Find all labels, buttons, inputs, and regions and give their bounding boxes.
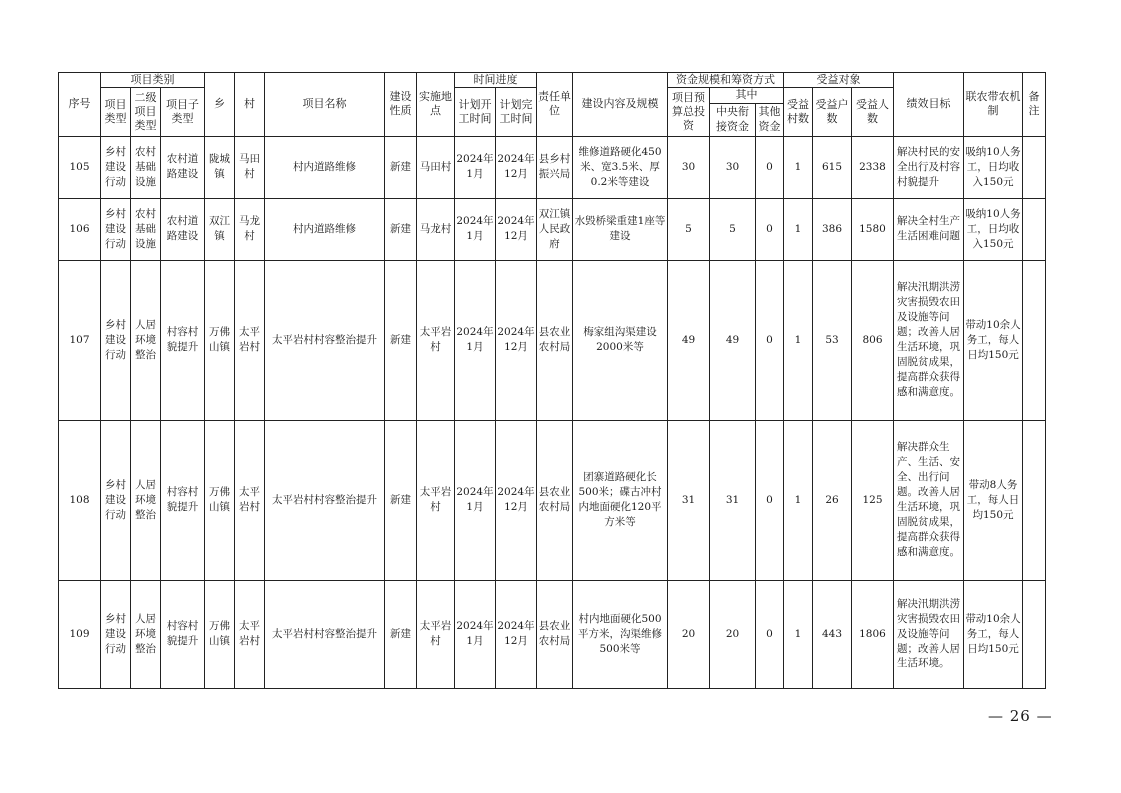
header-funding: 资金规模和筹资方式 — [668, 73, 784, 88]
content-cell: 梅家组沟渠建设2000米等 — [573, 260, 668, 420]
b-people-cell: 1580 — [852, 198, 894, 260]
table-row — [59, 136, 1046, 198]
total-cell: 31 — [668, 420, 710, 580]
b-people-cell: 2338 — [852, 136, 894, 198]
header-mechanism: 联农带农机制 — [964, 73, 1023, 137]
header-village: 村 — [235, 73, 265, 137]
sub-type-cell: 村容村貌提升 — [161, 260, 205, 420]
content-cell: 团寨道路硬化长500米；碟古冲村内地面硬化120平方米等 — [573, 420, 668, 580]
remark-cell — [1023, 260, 1046, 420]
unit-cell: 双江镇人民政府 — [537, 198, 573, 260]
b-villages-cell: 1 — [784, 136, 813, 198]
project-name-cell: 太平岩村村容整治提升 — [265, 580, 385, 688]
other-cell: 0 — [756, 420, 784, 580]
central-cell: 5 — [710, 198, 756, 260]
plan-end-cell: 2024年12月 — [496, 580, 537, 688]
township-cell: 万佛山镇 — [205, 260, 235, 420]
content-cell: 水毁桥梁重建1座等建设 — [573, 198, 668, 260]
village-cell: 马田村 — [235, 136, 265, 198]
location-cell: 太平岩村 — [417, 420, 455, 580]
remark-cell — [1023, 136, 1046, 198]
table-row — [59, 260, 1046, 420]
level2-cell: 农村基础设施 — [131, 136, 161, 198]
project-name-cell: 太平岩村村容整治提升 — [265, 260, 385, 420]
location-cell: 马田村 — [417, 136, 455, 198]
header-remark: 备注 — [1023, 73, 1046, 137]
b-households-cell: 615 — [813, 136, 852, 198]
plan-start-cell: 2024年1月 — [455, 580, 496, 688]
header-beneficiary: 受益对象 — [784, 73, 894, 88]
total-cell: 5 — [668, 198, 710, 260]
b-people-cell: 1806 — [852, 580, 894, 688]
goal-cell: 解决群众生产、生活、安全、出行问题。改善人居生活环境，巩固脱贫成果，提高群众获得感和满意度。 — [894, 420, 964, 580]
plan-end-cell: 2024年12月 — [496, 420, 537, 580]
central-cell: 31 — [710, 420, 756, 580]
plan-start-cell: 2024年1月 — [455, 260, 496, 420]
header-b-people: 受益人数 — [852, 88, 894, 136]
remark-cell — [1023, 580, 1046, 688]
sub-type-cell: 农村道路建设 — [161, 136, 205, 198]
seq-cell: 107 — [59, 260, 101, 420]
header-other: 其他资金 — [756, 103, 784, 136]
mechanism-cell: 带动10余人务工，每人日均150元 — [964, 580, 1023, 688]
header-of-which: 其中 — [710, 88, 784, 103]
header-location: 实施地点 — [417, 73, 455, 137]
nature-cell: 新建 — [385, 420, 417, 580]
project-table-sheet — [58, 72, 1046, 689]
other-cell: 0 — [756, 260, 784, 420]
other-cell: 0 — [756, 198, 784, 260]
header-proj-type: 项目类型 — [101, 88, 131, 136]
header-township: 乡 — [205, 73, 235, 137]
table-body — [59, 136, 1046, 688]
b-households-cell: 53 — [813, 260, 852, 420]
header-level2-type: 二级项目类型 — [131, 88, 161, 136]
unit-cell: 县乡村振兴局 — [537, 136, 573, 198]
header-goal: 绩效目标 — [894, 73, 964, 137]
page-number: — 26 — — [988, 707, 1053, 725]
header-project-name: 项目名称 — [265, 73, 385, 137]
b-people-cell: 806 — [852, 260, 894, 420]
header-nature: 建设性质 — [385, 73, 417, 137]
goal-cell: 解决村民的安全出行及村容村貌提升 — [894, 136, 964, 198]
total-cell: 30 — [668, 136, 710, 198]
b-villages-cell: 1 — [784, 260, 813, 420]
b-villages-cell: 1 — [784, 420, 813, 580]
table-row — [59, 198, 1046, 260]
header-b-households: 受益户数 — [813, 88, 852, 136]
header-central: 中央衔接资金 — [710, 103, 756, 136]
project-name-cell: 村内道路维修 — [265, 136, 385, 198]
township-cell: 万佛山镇 — [205, 420, 235, 580]
plan-end-cell: 2024年12月 — [496, 260, 537, 420]
header-seq: 序号 — [59, 73, 101, 137]
nature-cell: 新建 — [385, 136, 417, 198]
b-villages-cell: 1 — [784, 580, 813, 688]
nature-cell: 新建 — [385, 580, 417, 688]
project-table — [58, 72, 1046, 689]
level2-cell: 人居环境整治 — [131, 260, 161, 420]
mechanism-cell: 带动10余人务工，每人日均150元 — [964, 260, 1023, 420]
plan-start-cell: 2024年1月 — [455, 136, 496, 198]
remark-cell — [1023, 198, 1046, 260]
plan-start-cell: 2024年1月 — [455, 420, 496, 580]
level2-cell: 人居环境整治 — [131, 580, 161, 688]
other-cell: 0 — [756, 136, 784, 198]
remark-cell — [1023, 420, 1046, 580]
header-b-villages: 受益村数 — [784, 88, 813, 136]
header-plan-end: 计划完工时间 — [496, 88, 537, 136]
village-cell: 马龙村 — [235, 198, 265, 260]
township-cell: 双江镇 — [205, 198, 235, 260]
b-villages-cell: 1 — [784, 198, 813, 260]
header-unit: 责任单位 — [537, 73, 573, 137]
sub-type-cell: 农村道路建设 — [161, 198, 205, 260]
plan-end-cell: 2024年12月 — [496, 136, 537, 198]
mechanism-cell: 带动8人务工，每人日均150元 — [964, 420, 1023, 580]
sub-type-cell: 村容村貌提升 — [161, 580, 205, 688]
plan-end-cell: 2024年12月 — [496, 198, 537, 260]
proj-type-cell: 乡村建设行动 — [101, 420, 131, 580]
level2-cell: 人居环境整治 — [131, 420, 161, 580]
b-households-cell: 386 — [813, 198, 852, 260]
goal-cell: 解决全村生产生活困难问题 — [894, 198, 964, 260]
location-cell: 太平岩村 — [417, 260, 455, 420]
proj-type-cell: 乡村建设行动 — [101, 136, 131, 198]
b-households-cell: 26 — [813, 420, 852, 580]
level2-cell: 农村基础设施 — [131, 198, 161, 260]
header-category: 项目类别 — [101, 73, 205, 88]
total-cell: 49 — [668, 260, 710, 420]
total-cell: 20 — [668, 580, 710, 688]
table-row — [59, 580, 1046, 688]
header-sub-type: 项目子类型 — [161, 88, 205, 136]
goal-cell: 解决汛期洪涝灾害损毁农田及设施等问题；改善人居生活环境，巩固脱贫成果，提高群众获得感和满意度。 — [894, 260, 964, 420]
central-cell: 30 — [710, 136, 756, 198]
content-cell: 维修道路硬化450米、宽3.5米、厚0.2米等建设 — [573, 136, 668, 198]
proj-type-cell: 乡村建设行动 — [101, 580, 131, 688]
table-row — [59, 420, 1046, 580]
village-cell: 太平岩村 — [235, 420, 265, 580]
nature-cell: 新建 — [385, 198, 417, 260]
project-name-cell: 村内道路维修 — [265, 198, 385, 260]
goal-cell: 解决汛期洪涝灾害损毁农田及设施等问题；改善人居生活环境。 — [894, 580, 964, 688]
township-cell: 万佛山镇 — [205, 580, 235, 688]
table-header — [59, 73, 1046, 137]
village-cell: 太平岩村 — [235, 260, 265, 420]
content-cell: 村内地面硬化500平方米，沟渠维修500米等 — [573, 580, 668, 688]
other-cell: 0 — [756, 580, 784, 688]
header-total: 项目预算总投资 — [668, 88, 710, 136]
location-cell: 马龙村 — [417, 198, 455, 260]
proj-type-cell: 乡村建设行动 — [101, 198, 131, 260]
project-name-cell: 太平岩村村容整治提升 — [265, 420, 385, 580]
seq-cell: 109 — [59, 580, 101, 688]
location-cell: 太平岩村 — [417, 580, 455, 688]
central-cell: 49 — [710, 260, 756, 420]
sub-type-cell: 村容村貌提升 — [161, 420, 205, 580]
proj-type-cell: 乡村建设行动 — [101, 260, 131, 420]
village-cell: 太平岩村 — [235, 580, 265, 688]
central-cell: 20 — [710, 580, 756, 688]
seq-cell: 106 — [59, 198, 101, 260]
unit-cell: 县农业农村局 — [537, 260, 573, 420]
b-households-cell: 443 — [813, 580, 852, 688]
mechanism-cell: 吸纳10人务工，日均收入150元 — [964, 198, 1023, 260]
unit-cell: 县农业农村局 — [537, 580, 573, 688]
header-plan-start: 计划开工时间 — [455, 88, 496, 136]
nature-cell: 新建 — [385, 260, 417, 420]
seq-cell: 108 — [59, 420, 101, 580]
header-content: 建设内容及规模 — [573, 73, 668, 137]
township-cell: 陇城镇 — [205, 136, 235, 198]
mechanism-cell: 吸纳10人务工，日均收入150元 — [964, 136, 1023, 198]
b-people-cell: 125 — [852, 420, 894, 580]
seq-cell: 105 — [59, 136, 101, 198]
unit-cell: 县农业农村局 — [537, 420, 573, 580]
header-schedule: 时间进度 — [455, 73, 537, 88]
plan-start-cell: 2024年1月 — [455, 198, 496, 260]
